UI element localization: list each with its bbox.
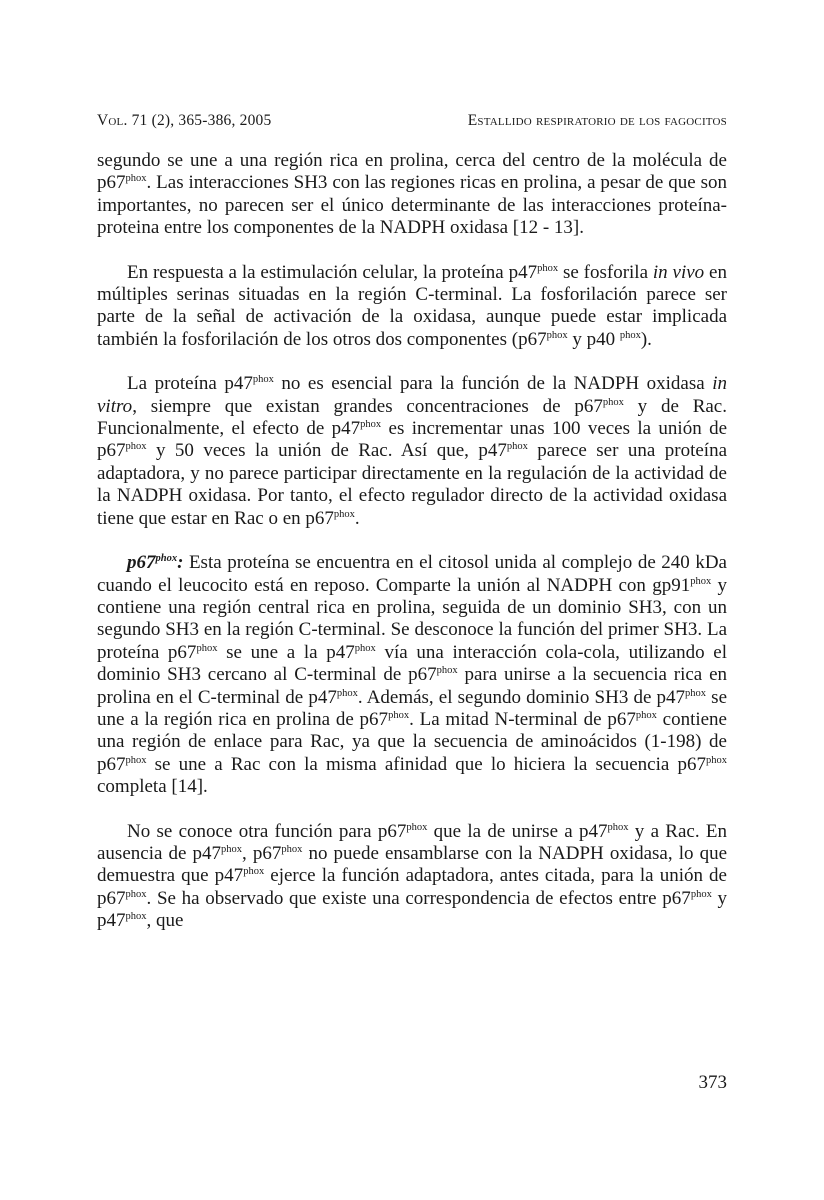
paragraph (97, 821, 727, 933)
text-run: contiene una región de enlace para Rac, ya que la secuencia de aminoácidos (1-198) de p67 (97, 708, 727, 775)
text-run: y a Rac. En ausencia de p47 (97, 820, 727, 864)
paragraph (97, 150, 727, 240)
superscript: phox (125, 754, 147, 766)
paragraph (97, 373, 727, 530)
text-run: parece ser una proteína adaptadora, y no parece participar directamente en la regulación de la actividad de la NADPH oxidasa. Por tanto, el efecto regulador directo de la actividad oxidasa tiene que estar en Rac o en p67 (97, 440, 728, 529)
text-run: . Además, el segundo dominio SH3 de p47 (357, 686, 686, 708)
page-number: 373 (698, 1072, 727, 1093)
text-run: y p40 (567, 328, 620, 350)
superscript: phox (354, 642, 376, 654)
superscript: phox (506, 441, 528, 453)
running-head (97, 112, 727, 134)
text-run: , p67 (242, 842, 282, 864)
text-run: La proteína p47 (127, 373, 253, 395)
text-run: segundo se une a una región rica en prolina, cerca del centro de la molécula de p67 (97, 150, 727, 194)
text-run: se une a la p47 (217, 641, 355, 663)
superscript: phox (635, 709, 657, 721)
text-run: ejerce la función adaptadora, antes citada, para la unión de p67 (97, 865, 727, 909)
text-run: , que (146, 910, 184, 932)
text-run: . La mitad N-terminal de p67 (409, 708, 636, 730)
superscript: phox (221, 843, 243, 855)
text-run: vía una interacción cola-cola, utilizando el dominio SH3 cercano al C-terminal de p67 (97, 641, 727, 686)
text-run: . Las interacciones SH3 con las regiones ricas en prolina, a pesar de que son importantes, no parecen ser el único determinante de las interacciones proteína-proteina entre los componentes de la NADPH oxidasa [12 - 13]. (97, 172, 727, 239)
superscript: phox (125, 911, 147, 923)
paragraph (97, 552, 727, 798)
superscript: phox (690, 575, 712, 587)
text-run: no es esencial para la función de la NADPH oxidasa (273, 373, 713, 395)
text-run: se une a la región rica en prolina de p67 (97, 686, 728, 730)
superscript: phox (125, 888, 147, 900)
superscript: phox (360, 419, 382, 431)
superscript: phox (546, 329, 568, 341)
italic-term: in vitro (97, 373, 727, 417)
superscript: phox (252, 374, 274, 386)
text-run: , siempre que existan grandes concentraciones de p67 (132, 395, 603, 417)
superscript: phox (607, 821, 629, 833)
text-run: ). (640, 328, 652, 350)
section-lead-term: p67 (127, 552, 156, 574)
text-run: se une a Rac con la misma afinidad que lo hiciera la secuencia p67 (146, 753, 706, 775)
text-run: No se conoce otra función para p67 (127, 820, 407, 842)
text-run: se fosforila (558, 261, 653, 283)
superscript: phox (155, 553, 178, 565)
superscript: phox (125, 173, 147, 185)
superscript: phox (690, 888, 712, 900)
text-run: y contiene una región central rica en prolina, seguida de un dominio SH3, con un segundo SH3 en la región C-terminal. Se desconoce la función del primer SH3. La proteína p67 (97, 574, 728, 663)
text-run: y p47 (97, 887, 728, 932)
journal-volume-citation: Vol. 71 (2), 365-386, 2005 (97, 112, 272, 129)
superscript: phox (388, 709, 410, 721)
text-run: es incrementar unas 100 veces la unión de p67 (97, 418, 728, 462)
article-body (97, 150, 727, 955)
text-run: en múltiples serinas situadas en la región C-terminal. La fosforilación parece ser parte de la señal de activación de la oxidasa, aunque puede estar implicada también la fosforilación de los otros dos componentes (p67 (97, 261, 727, 350)
text-run: completa [14]. (97, 776, 208, 798)
superscript: phox (281, 843, 303, 855)
text-run: . (354, 507, 360, 529)
superscript: phox (333, 508, 355, 520)
superscript: phox (602, 396, 624, 408)
superscript: phox (436, 665, 458, 677)
text-run: . Se ha observado que existe una correspondencia de efectos entre p67 (146, 887, 691, 909)
text-run: no puede ensamblarse con la NADPH oxidasa, lo que demuestra que p47 (97, 842, 728, 887)
text-run: En respuesta a la estimulación celular, la proteína p47 (127, 261, 538, 283)
superscript: phox (336, 687, 358, 699)
paragraph (97, 262, 727, 352)
section-lead-term: : (177, 552, 184, 574)
superscript: phox (706, 754, 727, 766)
superscript: phox (125, 441, 147, 453)
superscript: phox (685, 687, 707, 699)
superscript: phox (537, 262, 559, 274)
superscript: phox (243, 866, 265, 878)
text-run: Esta proteína se encuentra en el citosol unida al complejo de 240 kDa cuando el leucocito está en reposo. Comparte la unión al NADPH con gp91 (97, 552, 727, 596)
superscript: phox (619, 329, 641, 341)
text-run: y de Rac. Funcionalmente, el efecto de p47 (97, 395, 727, 440)
italic-term: in vivo (652, 261, 705, 283)
text-run: que la de unirse a p47 (427, 820, 608, 842)
superscript: phox (406, 821, 428, 833)
text-run: para unirse a la secuencia rica en prolina en el C-terminal de p47 (97, 664, 728, 708)
superscript: phox (196, 642, 218, 654)
text-run: y 50 veces la unión de Rac. Así que, p47 (146, 440, 507, 462)
article-running-title: Estallido respiratorio de los fagocitos (467, 112, 727, 129)
